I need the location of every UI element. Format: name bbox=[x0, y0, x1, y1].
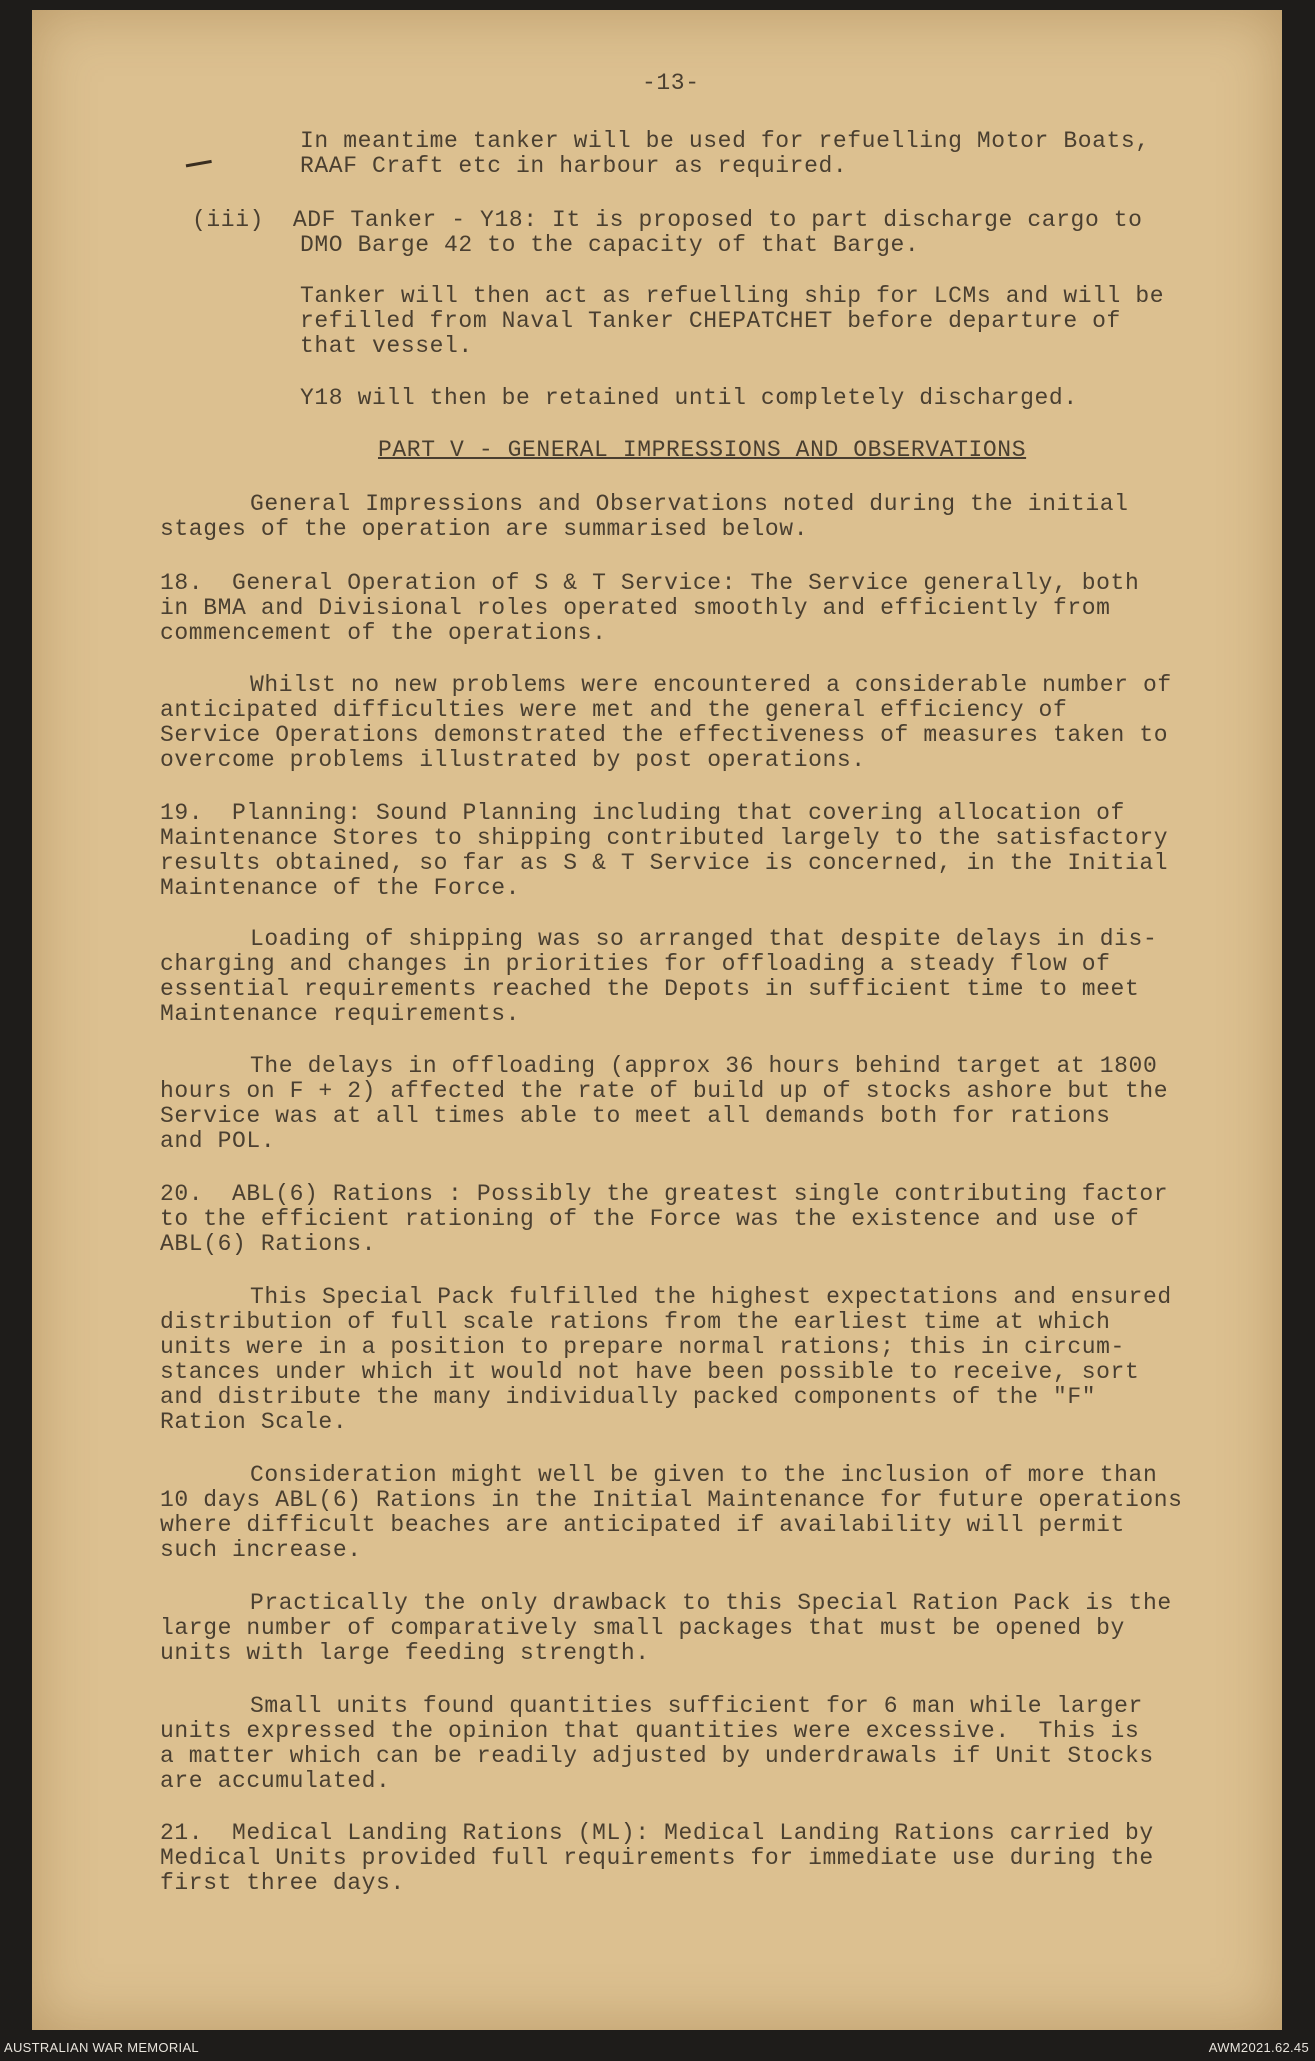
typed-line: The delays in offloading (approx 36 hours behind target at 1800 bbox=[250, 1053, 1158, 1079]
typed-line: units expressed the opinion that quantities were excessive. This is bbox=[160, 1718, 1140, 1744]
typed-line: refilled from Naval Tanker CHEPATCHET before departure of bbox=[300, 308, 1121, 334]
typed-line: 18. General Operation of S & T Service: The Service generally, both bbox=[160, 570, 1140, 596]
typed-line: stances under which it would not have been possible to receive, sort bbox=[160, 1359, 1140, 1385]
typed-line: This Special Pack fulfilled the highest expectations and ensured bbox=[250, 1284, 1172, 1310]
typed-line: In meantime tanker will be used for refuelling Motor Boats, bbox=[300, 128, 1150, 154]
typed-line: results obtained, so far as S & T Service is concerned, in the Initial bbox=[160, 850, 1169, 876]
typed-line: Ration Scale. bbox=[160, 1409, 348, 1435]
typed-line: Whilst no new problems were encountered a considerable number of bbox=[250, 672, 1172, 698]
typed-line: charging and changes in priorities for offloading a steady flow of bbox=[160, 951, 1111, 977]
section-heading: PART V - GENERAL IMPRESSIONS AND OBSERVATIONS bbox=[378, 437, 1027, 463]
typed-line: Medical Units provided full requirements for immediate use during the bbox=[160, 1845, 1154, 1871]
typed-line: Consideration might well be given to the inclusion of more than bbox=[250, 1462, 1158, 1488]
typed-line: Maintenance of the Force. bbox=[160, 875, 521, 901]
footer-reference-id: AWM2021.62.45 bbox=[1208, 2040, 1309, 2055]
typed-line: Maintenance Stores to shipping contributed largely to the satisfactory bbox=[160, 825, 1169, 851]
typed-line: Practically the only drawback to this Special Ration Pack is the bbox=[250, 1590, 1172, 1616]
typed-line: and POL. bbox=[160, 1128, 276, 1154]
typed-line: hours on F + 2) affected the rate of build up of stocks ashore but the bbox=[160, 1078, 1169, 1104]
typed-line: DMO Barge 42 to the capacity of that Barge. bbox=[300, 232, 920, 258]
typed-line: Y18 will then be retained until completely discharged. bbox=[300, 385, 1078, 411]
typed-line: overcome problems illustrated by post operations. bbox=[160, 747, 866, 773]
typed-line: units were in a position to prepare normal rations; this in circum- bbox=[160, 1334, 1125, 1360]
typed-line: are accumulated. bbox=[160, 1768, 391, 1794]
typed-line: Service Operations demonstrated the effectiveness of measures taken to bbox=[160, 722, 1169, 748]
typed-line: 21. Medical Landing Rations (ML): Medical Landing Rations carried by bbox=[160, 1820, 1154, 1846]
typed-line: a matter which can be readily adjusted by underdrawals if Unit Stocks bbox=[160, 1743, 1154, 1769]
typed-line: essential requirements reached the Depots in sufficient time to meet bbox=[160, 976, 1140, 1002]
typed-line: Tanker will then act as refuelling ship for LCMs and will be bbox=[300, 283, 1165, 309]
page-number: -13- bbox=[642, 70, 700, 96]
typed-text-body bbox=[32, 10, 1282, 1896]
typed-line: anticipated difficulties were met and the general efficiency of bbox=[160, 697, 1068, 723]
footer-archive-name: AUSTRALIAN WAR MEMORIAL bbox=[4, 2040, 199, 2055]
typed-line: 19. Planning: Sound Planning including that covering allocation of bbox=[160, 800, 1125, 826]
typed-line: (iii) ADF Tanker - Y18: It is proposed to part discharge cargo to bbox=[192, 207, 1143, 233]
typed-line: Maintenance requirements. bbox=[160, 1001, 521, 1027]
document-page bbox=[32, 10, 1282, 2030]
typed-line: that vessel. bbox=[300, 333, 473, 359]
typed-line: General Impressions and Observations noted during the initial bbox=[250, 491, 1129, 517]
typed-line: first three days. bbox=[160, 1870, 405, 1896]
typed-line: 20. ABL(6) Rations : Possibly the greatest single contributing factor bbox=[160, 1181, 1169, 1207]
typed-line: in BMA and Divisional roles operated smoothly and efficiently from bbox=[160, 595, 1111, 621]
typed-line: units with large feeding strength. bbox=[160, 1640, 650, 1666]
typed-line: distribution of full scale rations from the earliest time at which bbox=[160, 1309, 1111, 1335]
typed-line: where difficult beaches are anticipated if availability will permit bbox=[160, 1512, 1125, 1538]
typed-line: Small units found quantities sufficient for 6 man while larger bbox=[250, 1693, 1143, 1719]
typed-line: Loading of shipping was so arranged that despite delays in dis- bbox=[250, 926, 1158, 952]
typed-line: to the efficient rationing of the Force was the existence and use of bbox=[160, 1206, 1140, 1232]
typed-line: large number of comparatively small packages that must be opened by bbox=[160, 1615, 1125, 1641]
typed-line: such increase. bbox=[160, 1537, 362, 1563]
typed-line: and distribute the many individually packed components of the "F" bbox=[160, 1384, 1097, 1410]
typed-line: commencement of the operations. bbox=[160, 620, 607, 646]
typed-line: stages of the operation are summarised below. bbox=[160, 516, 809, 542]
ink-mark bbox=[186, 160, 215, 181]
typed-line: ABL(6) Rations. bbox=[160, 1231, 377, 1257]
typed-line: 10 days ABL(6) Rations in the Initial Maintenance for future operations bbox=[160, 1487, 1183, 1513]
typed-line: Service was at all times able to meet all demands both for rations bbox=[160, 1103, 1111, 1129]
typed-line: RAAF Craft etc in harbour as required. bbox=[300, 153, 848, 179]
